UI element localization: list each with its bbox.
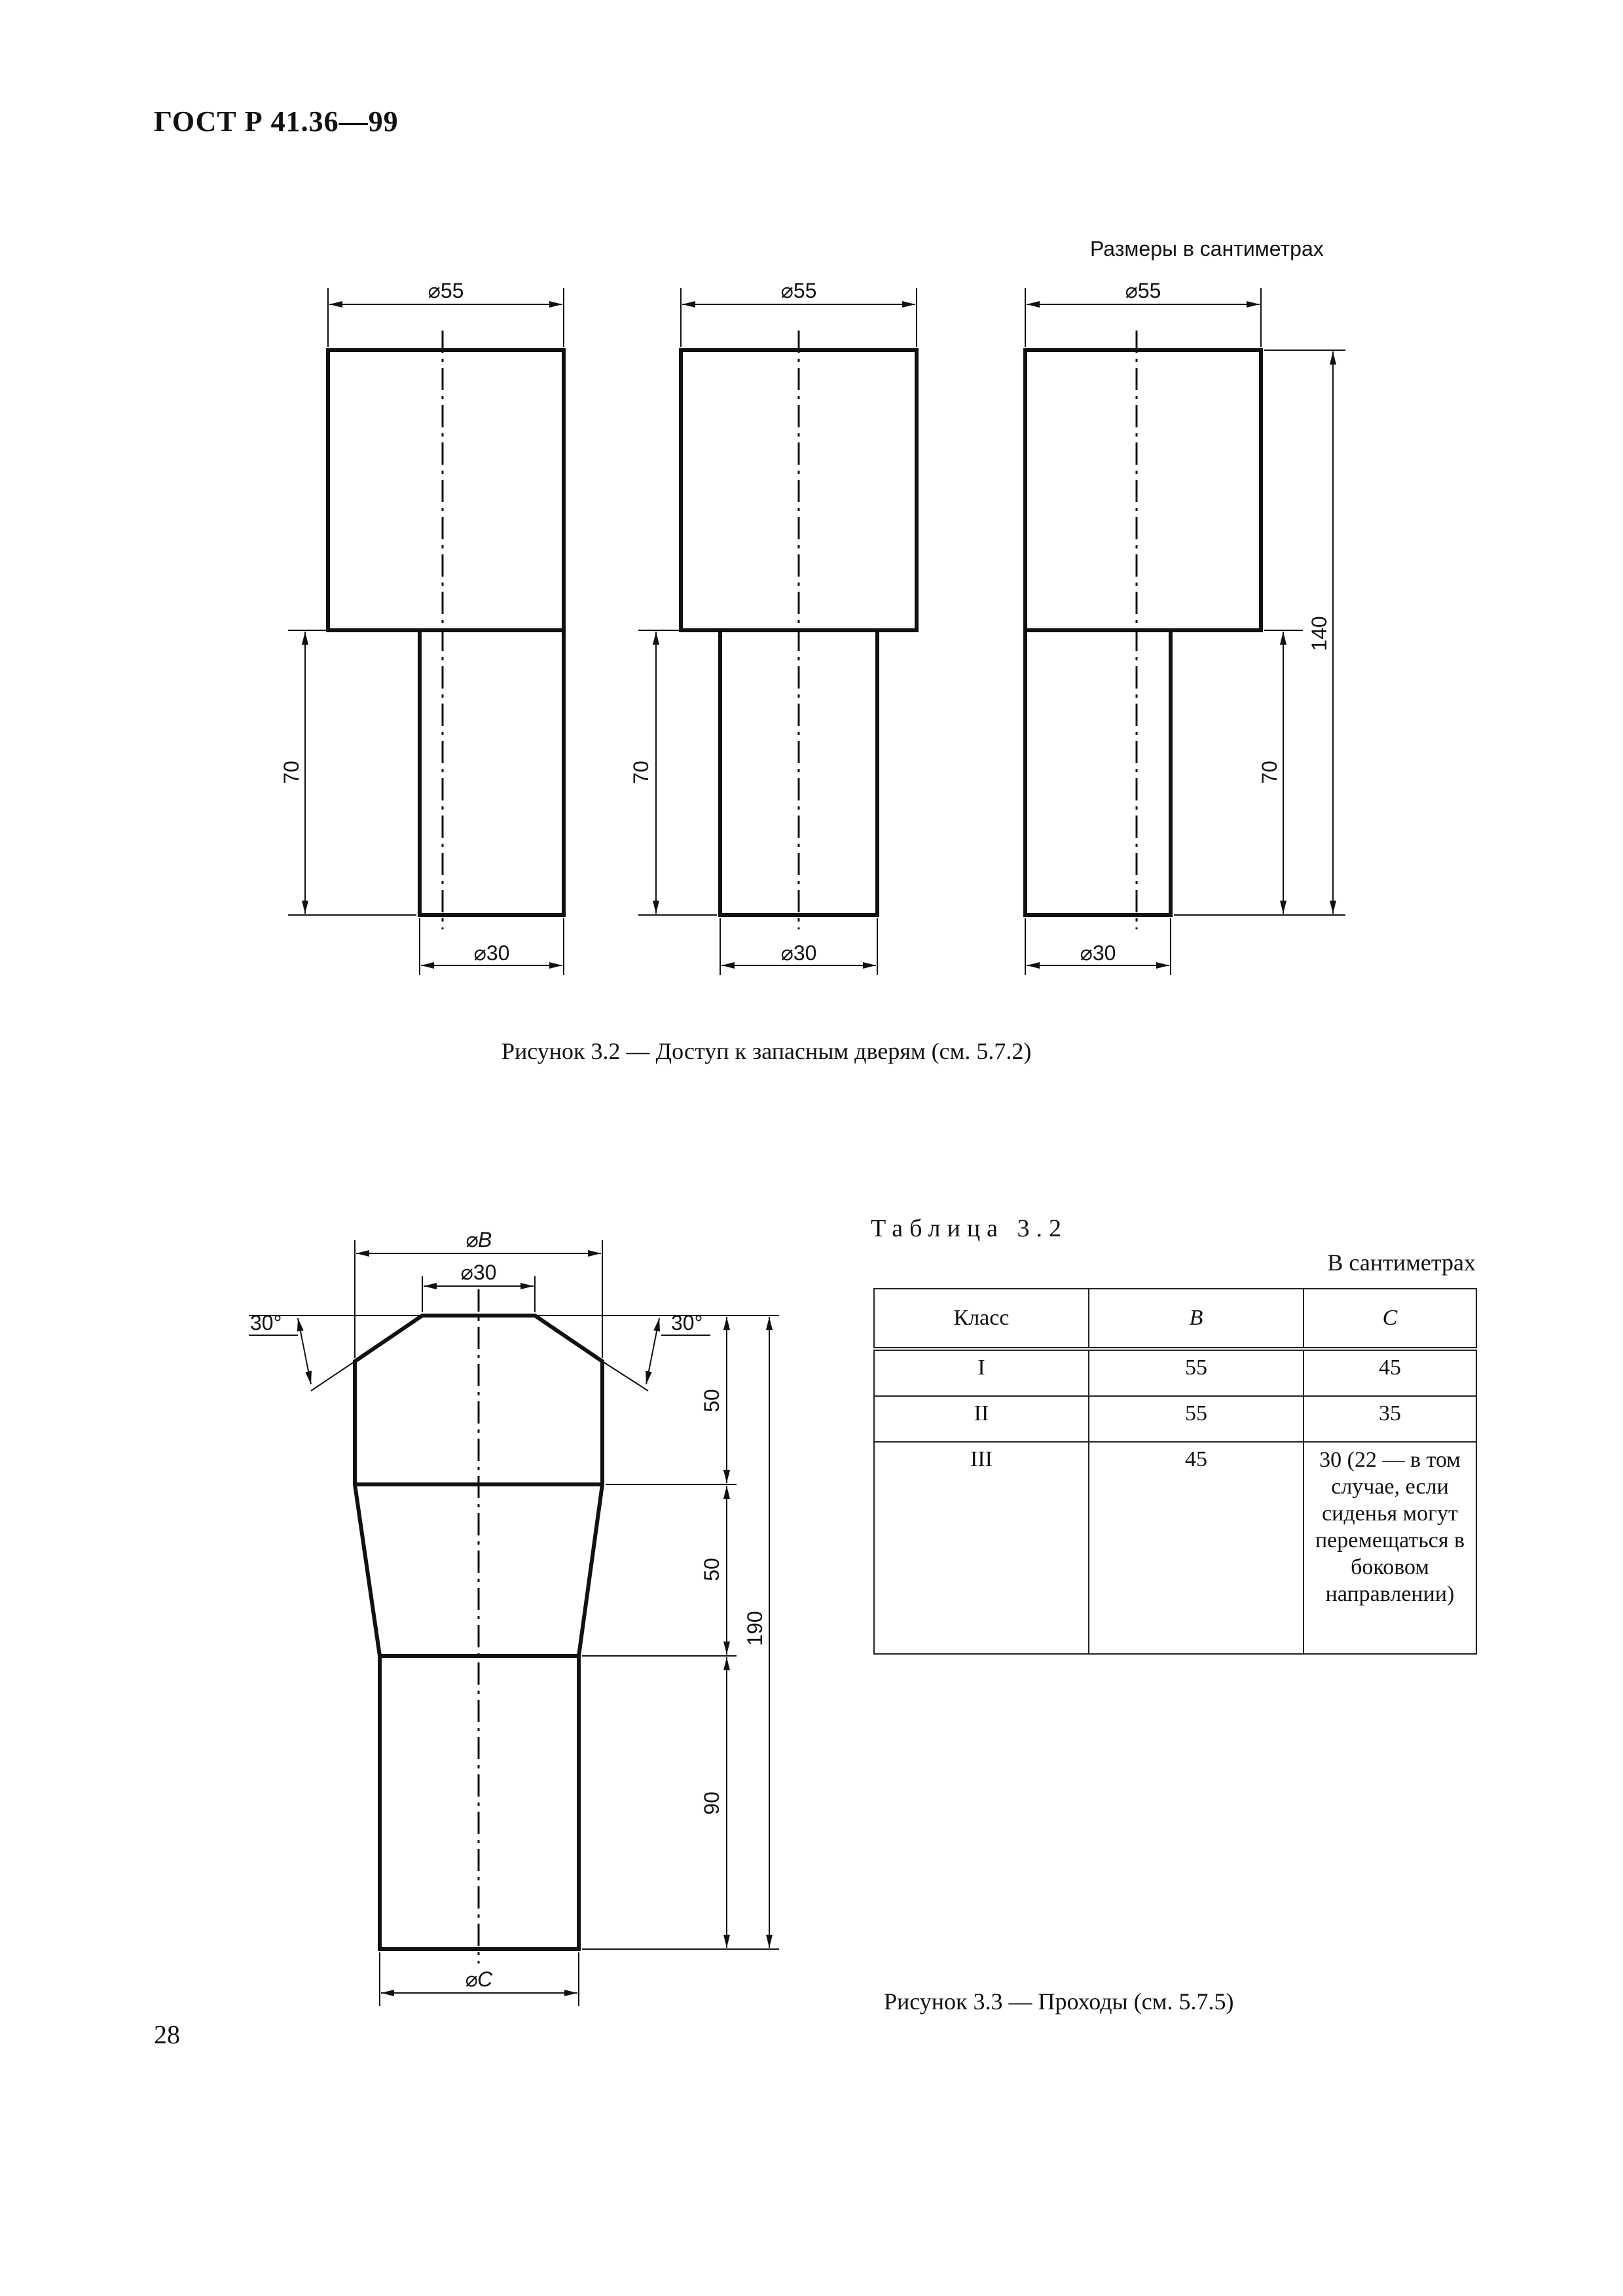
dim-width-top: ⌀30 [460,1261,497,1284]
dim-left-bottom: ⌀30 [473,941,510,965]
table-row [874,1396,1476,1442]
column-header: B [1089,1289,1304,1349]
figure-3-3-caption: Рисунок 3.3 — Проходы (см. 5.7.5) [884,1988,1234,2015]
column-header: C [1304,1289,1476,1349]
spec-table [873,1288,1477,1655]
template-right [1025,288,1345,975]
table-cell: I [874,1349,1089,1396]
dim-left-top: ⌀55 [428,279,464,302]
dim-width-b: ⌀B [465,1228,492,1251]
table-cell: 45 [1089,1442,1304,1654]
figure-3-3 [0,1191,851,2009]
dim-angle-right: 30° [671,1311,703,1335]
table-cell: II [874,1396,1089,1442]
table-row [874,1442,1476,1654]
dim-height-upper: 50 [700,1389,723,1412]
figure-3-2 [0,0,1623,1021]
table-cell: 45 [1304,1349,1476,1396]
table-cell: 55 [1089,1396,1304,1442]
dim-height-lower: 90 [700,1791,723,1815]
dim-right-total-height: 140 [1307,616,1331,651]
dim-right-bottom: ⌀30 [1080,941,1116,965]
document-header: ГОСТ Р 41.36—99 [154,105,399,137]
dim-height-middle: 50 [700,1558,723,1581]
table-row [874,1349,1476,1396]
page-number: 28 [154,2020,180,2049]
dim-height-total: 190 [743,1611,767,1646]
template-middle [638,288,917,975]
dim-left-height: 70 [280,761,303,784]
dim-middle-bottom: ⌀30 [780,941,817,965]
units-note: Размеры в сантиметрах [1090,237,1324,260]
table-cell: III [874,1442,1089,1654]
table-title: Таблица 3.2 [871,1215,1068,1242]
dim-middle-height: 70 [629,761,653,784]
table-cell-note: 30 (22 — в том случае, если сиденья могут перемещаться в боковом направлении) [1304,1442,1476,1654]
dim-right-top: ⌀55 [1125,279,1161,302]
figure-3-2-caption: Рисунок 3.2 — Доступ к запасным дверям (см. 5.7.2) [501,1038,1032,1064]
column-header: Класс [874,1289,1089,1349]
dim-middle-top: ⌀55 [780,279,817,302]
template-left [288,288,564,975]
table-units: В сантиметрах [1327,1249,1476,1276]
dim-width-c: ⌀C [464,1967,493,1991]
table-cell: 35 [1304,1396,1476,1442]
dim-angle-left: 30° [250,1311,282,1335]
dim-right-height: 70 [1258,761,1281,784]
table-header-row [874,1289,1476,1349]
table-cell: 55 [1089,1349,1304,1396]
